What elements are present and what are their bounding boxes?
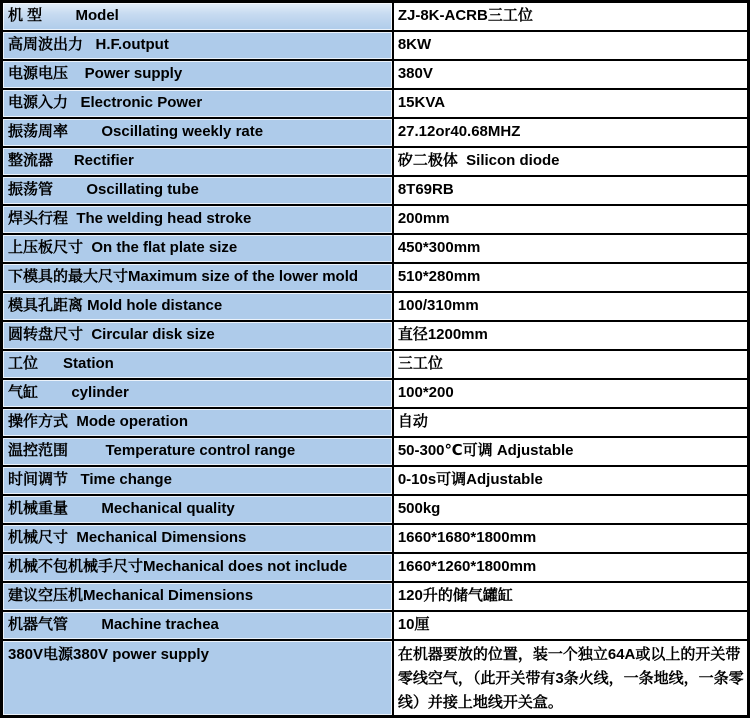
table-row [2, 640, 749, 717]
spec-value-cell: 自动 [393, 408, 749, 437]
spec-value-cell: 100/310mm [393, 292, 749, 321]
spec-value-cell: ZJ-8K-ACRB三工位 [393, 2, 749, 31]
spec-label-cell: 高周波出力 H.F.output [2, 31, 393, 60]
spec-value-cell: 在机器要放的位置，装一个独立64A或以上的开关带零线空气，（此开关带有3条火线，一条地线，一条零线）并接上地线开关盒。 [393, 640, 749, 717]
spec-value-cell: 8T69RB [393, 176, 749, 205]
table-row [2, 408, 749, 437]
spec-value-cell: 15KVA [393, 89, 749, 118]
spec-label-cell: 机械尺寸 Mechanical Dimensions [2, 524, 393, 553]
table-row [2, 263, 749, 292]
spec-value-cell: 100*200 [393, 379, 749, 408]
spec-label-cell: 整流器 Rectifier [2, 147, 393, 176]
table-row [2, 379, 749, 408]
spec-label-cell: 圆转盘尺寸 Circular disk size [2, 321, 393, 350]
spec-value-cell: 380V [393, 60, 749, 89]
table-row [2, 31, 749, 60]
spec-label-cell: 温控范围 Temperature control range [2, 437, 393, 466]
spec-label-cell: 机器气管 Machine trachea [2, 611, 393, 640]
table-row [2, 89, 749, 118]
spec-value-cell: 0-10s可调Adjustable [393, 466, 749, 495]
spec-value-cell: 1660*1260*1800mm [393, 553, 749, 582]
table-row [2, 60, 749, 89]
spec-label-cell: 时间调节 Time change [2, 466, 393, 495]
spec-label-cell: 工位 Station [2, 350, 393, 379]
spec-label-cell: 机 型 Model [2, 2, 393, 31]
table-row [2, 205, 749, 234]
spec-value-cell: 三工位 [393, 350, 749, 379]
spec-value-cell: 矽二极体 Silicon diode [393, 147, 749, 176]
spec-value-cell: 1660*1680*1800mm [393, 524, 749, 553]
spec-label-cell: 振荡周率 Oscillating weekly rate [2, 118, 393, 147]
spec-value-cell: 27.12or40.68MHZ [393, 118, 749, 147]
table-row [2, 350, 749, 379]
spec-label-cell: 电源电压 Power supply [2, 60, 393, 89]
table-row [2, 524, 749, 553]
spec-value-cell: 8KW [393, 31, 749, 60]
spec-value-cell: 510*280mm [393, 263, 749, 292]
spec-label-cell: 振荡管 Oscillating tube [2, 176, 393, 205]
table-row [2, 2, 749, 31]
spec-label-cell: 上压板尺寸 On the flat plate size [2, 234, 393, 263]
table-row [2, 553, 749, 582]
spec-value-cell: 200mm [393, 205, 749, 234]
spec-label-cell: 机械重量 Mechanical quality [2, 495, 393, 524]
table-row [2, 147, 749, 176]
table-row [2, 176, 749, 205]
spec-label-cell: 建议空压机Mechanical Dimensions [2, 582, 393, 611]
spec-label-cell: 电源入力 Electronic Power [2, 89, 393, 118]
spec-label-cell: 下模具的最大尺寸Maximum size of the lower mold [2, 263, 393, 292]
table-row [2, 321, 749, 350]
table-row [2, 466, 749, 495]
spec-label-cell: 操作方式 Mode operation [2, 408, 393, 437]
spec-value-cell: 500kg [393, 495, 749, 524]
spec-label-cell: 机械不包机械手尺寸Mechanical does not include [2, 553, 393, 582]
table-row [2, 582, 749, 611]
spec-value-cell: 120升的储气罐缸 [393, 582, 749, 611]
spec-value-cell: 450*300mm [393, 234, 749, 263]
spec-value-cell: 10厘 [393, 611, 749, 640]
spec-label-cell: 焊头行程 The welding head stroke [2, 205, 393, 234]
spec-label-cell: 气缸 cylinder [2, 379, 393, 408]
table-row [2, 611, 749, 640]
table-row [2, 118, 749, 147]
table-row [2, 292, 749, 321]
table-row [2, 495, 749, 524]
table-row [2, 234, 749, 263]
spec-value-cell: 50-300℃可调 Adjustable [393, 437, 749, 466]
spec-label-cell: 380V电源380V power supply [2, 640, 393, 717]
spec-value-cell: 直径1200mm [393, 321, 749, 350]
spec-label-cell: 模具孔距离 Mold hole distance [2, 292, 393, 321]
table-row [2, 437, 749, 466]
